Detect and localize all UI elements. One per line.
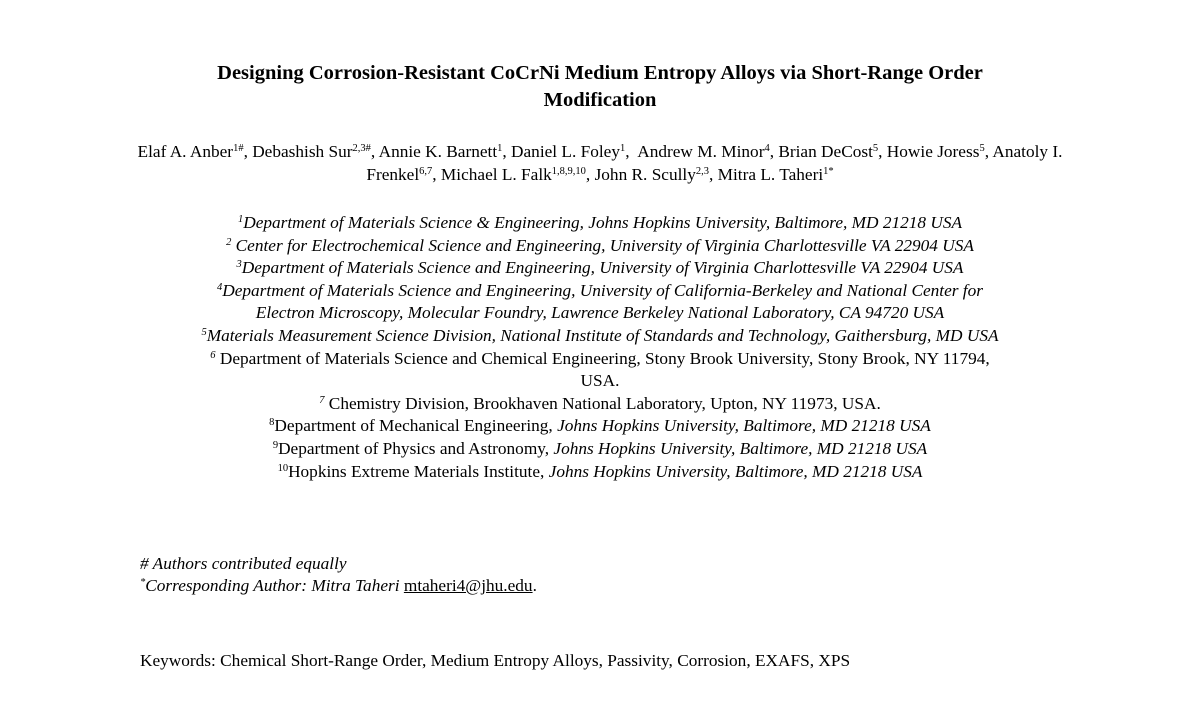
author-affil-sup: 2,3: [695, 166, 709, 177]
title-line-1: Designing Corrosion-Resistant CoCrNi Medium Entropy Alloys via Short-Range Order: [217, 62, 983, 84]
corresponding-author-text: Corresponding Author: Mitra Taheri: [145, 576, 404, 595]
author-name: John R. Scully: [594, 165, 696, 184]
author-name: Anatoly I. Frenkel: [366, 142, 1063, 184]
author-notes: [140, 553, 840, 597]
affiliation-sup: 4: [217, 281, 223, 293]
email-end: .: [532, 576, 537, 595]
affiliation-dept: Department of Mechanical Engineering,: [274, 416, 558, 436]
author-affil-sup: 1,8,9,10: [551, 166, 586, 177]
corresponding-author-note: [140, 575, 840, 597]
affiliation-2: [130, 235, 1070, 258]
keywords-line: Keywords: Chemical Short-Range Order, Medium Entropy Alloys, Passivity, Corrosion, EXAFS, XPS: [140, 651, 851, 670]
author-name: Howie Joress: [886, 142, 980, 161]
author-name: Brian DeCost: [778, 142, 873, 161]
affiliation-5: [130, 325, 1070, 348]
affiliation-sup: 1: [237, 214, 244, 225]
affiliation-text-line-2: Electron Microscopy, Molecular Foundry, Lawrence Berkeley National Laboratory, CA 94720 USA: [255, 303, 945, 323]
author-affil-sup: 1: [497, 143, 503, 154]
author-name: Michael L. Falk: [440, 165, 552, 184]
affiliation-list: [130, 212, 1070, 483]
affiliation-dept: Department of Physics and Astronomy,: [278, 438, 554, 458]
affiliation-sup: 10: [277, 462, 289, 474]
affiliation-sup: 2: [226, 236, 232, 248]
affiliation-institution: Johns Hopkins University, Baltimore, MD 21218 USA: [557, 416, 931, 436]
affiliation-6: [130, 348, 1070, 393]
affiliation-sup: 8: [269, 417, 275, 429]
author-affil-sup: 6,7: [419, 166, 433, 177]
affiliation-text: Department of Materials Science & Engineering, Johns Hopkins University, Baltimore, MD 21218 USA: [243, 213, 963, 232]
affiliation-institution: Johns Hopkins University, Baltimore, MD 21218 USA: [548, 461, 923, 481]
author-name: Annie K. Barnett: [378, 142, 498, 161]
affiliation-7: [130, 393, 1070, 416]
equal-contribution-note: # Authors contributed equally: [140, 554, 347, 573]
affiliation-text: Materials Measurement Science Division, National Institute of Standards and Technology, Gaithersburg, MD USA: [206, 325, 999, 345]
affiliation-text-line-1: Department of Materials Science and Engineering, University of California-Berkeley and National Center for: [222, 280, 983, 300]
author-affil-sup: 1: [619, 143, 626, 154]
author-name: Daniel L. Foley: [511, 142, 620, 161]
affiliation-9: [130, 438, 1070, 461]
author-affil-sup: 1#: [233, 143, 244, 154]
affiliation-institution: Johns Hopkins University, Baltimore, MD 21218 USA: [553, 438, 928, 458]
affiliation-sup: 6: [210, 349, 216, 361]
affiliation-sup: 3: [236, 259, 242, 271]
author-affil-sup: 5: [872, 143, 879, 154]
affiliation-dept: Hopkins Extreme Materials Institute,: [288, 461, 549, 481]
author-affil-sup: 2,3#: [352, 143, 371, 154]
corresponding-sup: *: [140, 577, 146, 588]
affiliation-text: Chemistry Division, Brookhaven National Laboratory, Upton, NY 11973, USA.: [324, 393, 881, 413]
email-link[interactable]: mtaheri4@jhu.edu: [403, 576, 533, 595]
affiliation-10: [130, 461, 1070, 484]
affiliation-sup: 5: [201, 326, 207, 338]
author-name: Mitra L. Taheri: [717, 165, 824, 184]
title-line-2: Modification: [543, 89, 657, 111]
affiliation-sup: 7: [319, 394, 325, 406]
affiliation-text: Department of Materials Science and Engineering, University of Virginia Charlottesville VA 22904 USA: [241, 258, 964, 278]
affiliation-text-line-2: USA.: [580, 371, 620, 391]
author-affil-sup: 5: [979, 143, 985, 154]
author-affil-sup: 1*: [823, 166, 834, 177]
affiliation-3: [130, 257, 1070, 280]
author-list: Elaf A. Anber$^{1\#}$, Debashish Sur$^{2,3\#}$, Annie K. Barnett$^1$, Daniel L. Foley$^1$, Andrew M. Minor$^4$, Brian DeCost$^5$, Howie Joress$^5$, Anatoly I. Frenkel$^{6,7}$, Michael L. Falk$^{1,8,9,10}$, John R. Scully$^{2,3}$, Mitra L. Taheri$^{1*}$: [137, 142, 1063, 184]
affiliation-text: Center for Electrochemical Science and Engineering, University of Virginia Charlottesville VA 22904 USA: [231, 235, 974, 255]
affiliation-1: [130, 212, 1070, 235]
affiliation-4: [130, 280, 1070, 325]
affiliation-sup: 9: [272, 439, 279, 451]
affiliation-8: [130, 415, 1070, 438]
author-affil-sup: 4: [764, 143, 770, 154]
author-name: Andrew M. Minor: [637, 142, 765, 161]
affiliation-text-line-1: Department of Materials Science and Chemical Engineering, Stony Brook University, Stony Brook, NY 11794,: [215, 348, 990, 368]
author-name: Elaf A. Anber: [137, 142, 234, 161]
paper-title: [140, 60, 1060, 114]
author-name: Debashish Sur: [252, 142, 353, 161]
